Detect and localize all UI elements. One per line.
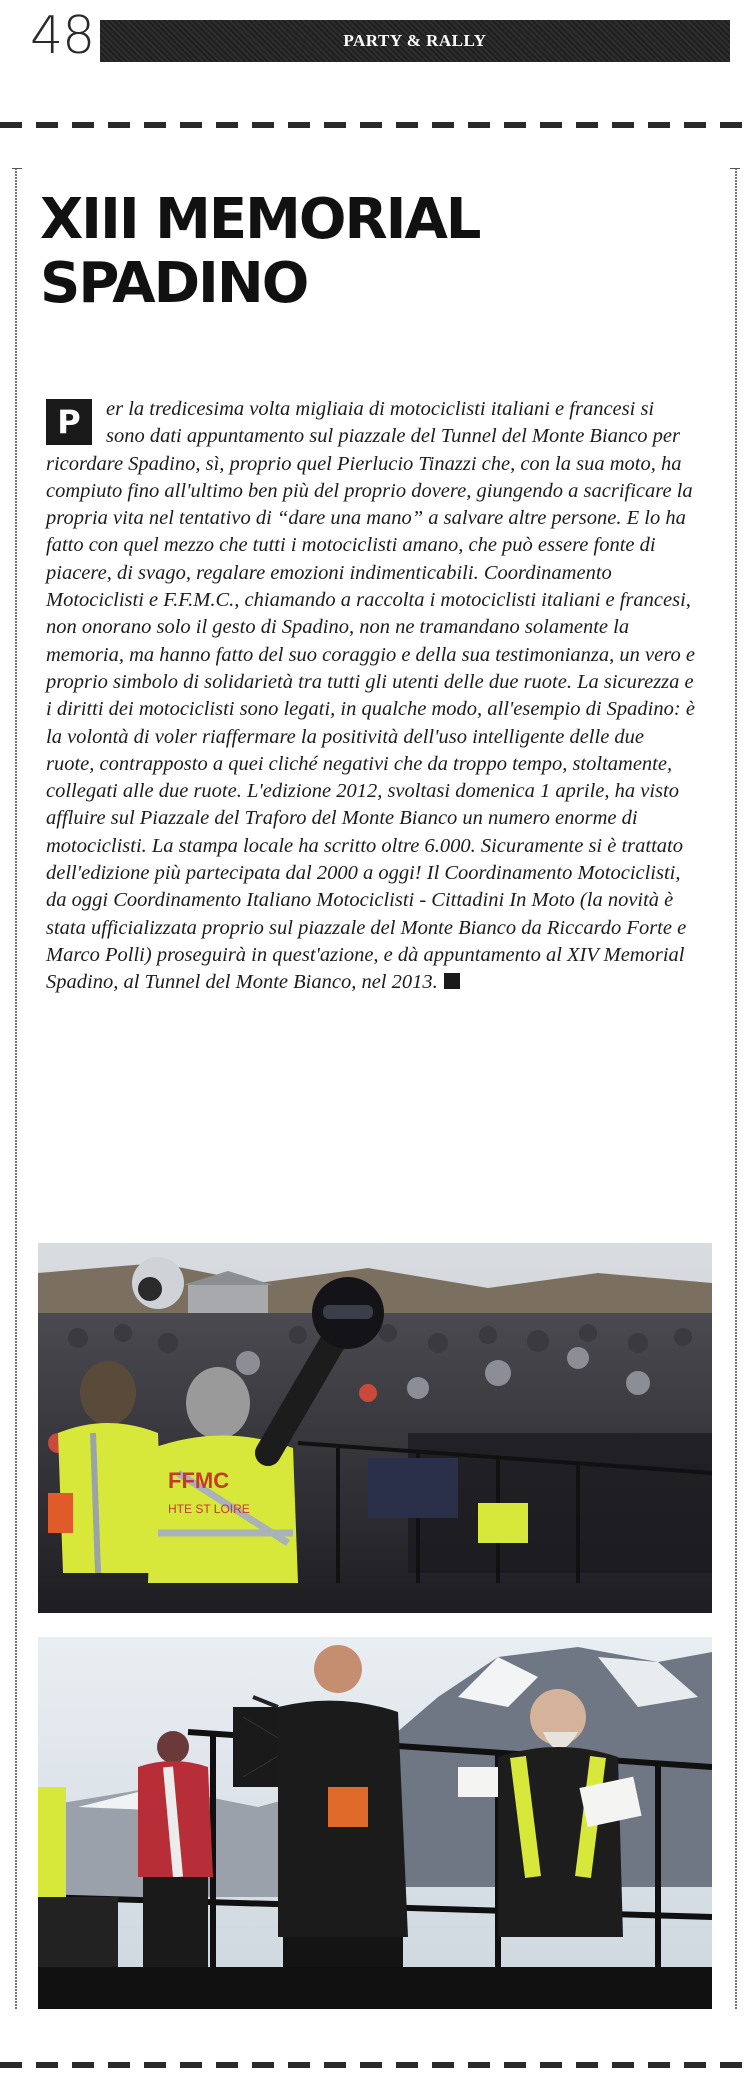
article-title xyxy=(40,188,680,316)
end-of-article-icon xyxy=(444,973,460,989)
top-dashed-divider xyxy=(0,122,750,128)
drop-cap: P xyxy=(46,399,92,445)
article-text: er la tredicesima volta migliaia di motociclisti italiani e francesi si sono dati appuntamento sul piazzale del Tunnel del Monte Bianco per ricordare Spadino, sì, proprio quel Pierlucio Tinazzi che, con la sua moto, ha compiuto fino all'ultimo ben più del proprio dovere, giungendo a sacrificare la propria vita nel tentativo di “dare una mano” a salvare altre persone. E lo ha fatto con quel mezzo che tutti i motociclisti amano, che può essere fonte di piacere, di svago, regalare emozioni indimenticabili. Coordinamento Motociclisti e F.F.M.C., chiamando a raccolta i motociclisti italiani e francesi, non onorano solo il gesto di Spadino, non ne tramandano solamente la memoria, ma hanno fatto del suo coraggio e della sua testimonianza, un vero e proprio simbolo di solidarietà tra tutti gli utenti delle due ruote. La sicurezza e i diritti dei motociclisti sono legati, in qualche modo, all'esempio di Spadino: è la volontà di voler riaffermare la positività dell'uso intelligente delle due ruote, contrapposto a quei cliché negativi che da troppo tempo, stoltamente, collegati alle due ruote. L'edizione 2012, svoltasi domenica 1 aprile, ha visto affluire sul Piazzale del Traforo del Monte Bianco un numero enorme di motociclisti. La stampa locale ha scritto oltre 6.000. Sicuramente si è trattato dell'edizione più partecipata dal 2000 a oggi! Il Coordinamento Motociclisti, da oggi Coordinamento Italiano Motociclisti - Cittadini In Moto (la novità è stata ufficializzata proprio sul piazzale del Monte Bianco da Riccardo Forte e Marco Polli) proseguirà in quest'azione, e dà appuntamento al XIV Memorial Spadino, al Tunnel del Monte Bianco, nel 2013. xyxy=(46,398,695,994)
crowd-photo xyxy=(38,1243,712,1613)
stage-photo xyxy=(38,1637,712,2009)
title-line-1: XIII MEMORIAL xyxy=(40,187,480,252)
left-rule-cap xyxy=(12,168,22,169)
vest-sub-text: HTE ST LOIRE xyxy=(168,1502,250,1516)
vest-logo-text: FFMC xyxy=(168,1468,230,1493)
page-number: 48 xyxy=(30,6,95,66)
right-rule-cap xyxy=(730,168,740,169)
section-title: PARTY & RALLY xyxy=(343,31,487,50)
article-body xyxy=(46,396,696,997)
bottom-dashed-divider xyxy=(0,2062,750,2068)
left-border-rule xyxy=(15,168,17,2010)
stage-photo-illustration xyxy=(38,1637,712,2009)
section-header-bar xyxy=(100,20,730,62)
title-line-2: SPADINO xyxy=(40,251,308,316)
right-border-rule xyxy=(735,168,737,2010)
crowd-photo-illustration xyxy=(38,1243,712,1613)
